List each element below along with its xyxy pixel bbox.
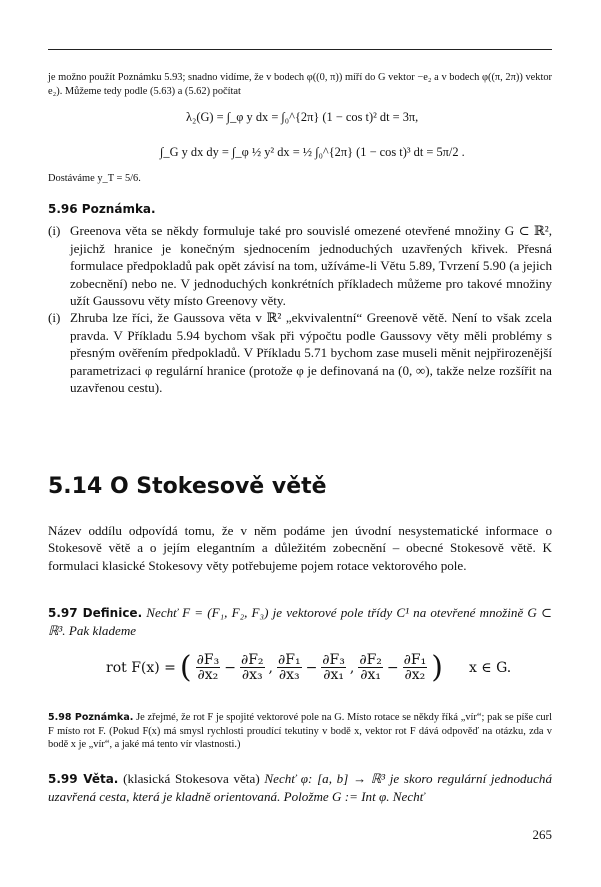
frac-num: ∂F₃: [196, 652, 220, 668]
comma: ,: [268, 659, 273, 676]
frac-4: [321, 653, 346, 682]
remark-5-96-item-2: [48, 309, 552, 396]
minus: −: [305, 659, 318, 676]
theorem-heading: 5.99 Věta.: [48, 772, 119, 786]
rot-lhs: rot F(x) =: [106, 659, 176, 676]
frac-2: [240, 653, 265, 682]
rot-domain: x ∈ G.: [468, 659, 512, 676]
frac-num: ∂F₂: [240, 652, 264, 668]
definition-text: Nechť F = (F₁, F₂, F₃) je vektorové pole třídy C¹ na otevřené množině G ⊂ ℝ³. Pak klademe: [48, 605, 552, 639]
frac-6: [403, 653, 428, 682]
remark-5-96-heading: 5.96 Poznámka.: [48, 202, 156, 216]
remark-5-96-item-1: [48, 222, 552, 309]
frac-den: ∂x₂: [404, 667, 426, 683]
frac-5: [358, 653, 383, 682]
frac-den: ∂x₃: [241, 667, 263, 683]
minus: −: [386, 659, 399, 676]
frac-den: ∂x₁: [323, 667, 344, 683]
rotation-formula: [106, 650, 511, 685]
item-label: (i): [48, 223, 61, 239]
theorem-text: Nechť φ: [a, b] → ℝ³ je skoro regulární jednoduchá uzavřená cesta, která je kladně orientovaná. Položme G := Int φ. Nechť: [48, 771, 552, 805]
page-number: 265: [532, 827, 552, 842]
paragraph-result: Dostáváme y_T = 5/6.: [48, 173, 141, 184]
frac-den: ∂x₃: [278, 667, 300, 683]
definition-5-97: [48, 604, 552, 640]
theorem-subtitle: (klasická Stokesova věta): [123, 771, 260, 786]
frac-1: [196, 653, 221, 682]
frac-den: ∂x₂: [197, 667, 219, 683]
frac-num: ∂F₁: [277, 652, 301, 668]
section-title: 5.14 O Stokesově větě: [48, 474, 327, 499]
item-text: Greenova věta se někdy formuluje také pro souvislé omezené otevřené množiny G ⊂ ℝ², jejichž hranice je konečným sjednocením jednoduchých uzavřených křivek. Přesná formulace předpokladů pak opět závisí na tom, užíváme-li Větu 5.89, Tvrzení 5.90 (a jejich zobecnění) nebo ne. V jednoduchých konkrétních příkladech můžeme pro takové množiny užít Gaussovu věty místo Greenovy věty.: [70, 223, 552, 309]
remark-5-98-text: Je zřejmé, že rot F je spojité vektorové pole na G. Místo rotace se někdy říká „vír“; pak se píše curl F místo rot F. (Pokud F(x) má smysl rychlosti proudící tekutiny v bodě x, vektor rot F dává odpověď na otázku, zda v bodě x je „vír“, a jaké má tento vír vlastnosti.): [48, 712, 552, 751]
frac-num: ∂F₁: [403, 652, 427, 668]
remark-5-96: [48, 201, 552, 396]
equation-2: ∫_G y dx dy = ∫_φ ½ y² dx = ½ ∫₀^{2π} (1 − cos t)³ dt = 5π/2 .: [160, 145, 465, 159]
paren-right: ): [431, 650, 443, 685]
remark-5-98-heading: 5.98 Poznámka.: [48, 712, 134, 723]
remark-5-98: [48, 711, 552, 752]
paragraph-top-text: je možno použít Poznámku 5.93; snadno vidíme, že v bodech φ((0, π)) míří do G vektor −e₂ a v bodech φ((π, 2π)) vektor e₂). Můžeme tedy podle (5.63) a (5.62) počítat: [48, 72, 552, 97]
frac-num: ∂F₃: [322, 652, 345, 668]
minus: −: [224, 659, 236, 676]
item-label: (i): [48, 310, 61, 326]
paragraph-top: [48, 71, 552, 98]
comma: ,: [349, 659, 355, 676]
section-intro: Název oddílu odpovídá tomu, že v něm podáme jen úvodní nesystematické informace o Stokesově větě a o jejím elegantním a důležitém zobecnění – obecné Stokesově větě. K formulaci klasické Stokesovy věty potřebujeme pojem rotace vektorového pole.: [48, 523, 552, 573]
item-text: Zhruba lze říci, že Gaussova věta v ℝ² „ekvivalentní“ Greenově větě. Není to však zcela pravda. V Příkladu 5.94 bychom však při výpočtu podle Gaussovy věty měli problémy s přesným ověřením předpokladů. V Příkladu 5.71 bychom zase museli měnit nejpřirozenější parametrizaci φ regulární hranice (protože φ je definovaná na (0, ∞), takže nelze rozšířit na uzavřenou cestu).: [70, 310, 552, 396]
paren-left: (: [179, 650, 192, 685]
frac-den: ∂x₁: [360, 667, 381, 683]
definition-heading: 5.97 Definice.: [48, 606, 143, 620]
frac-3: [277, 653, 302, 682]
header-rule: [48, 49, 552, 50]
theorem-5-99: [48, 770, 552, 806]
frac-num: ∂F₂: [359, 652, 382, 668]
equation-1: λ₂(G) = ∫_φ y dx = ∫₀^{2π} (1 − cos t)² dt = 3π,: [186, 110, 419, 124]
